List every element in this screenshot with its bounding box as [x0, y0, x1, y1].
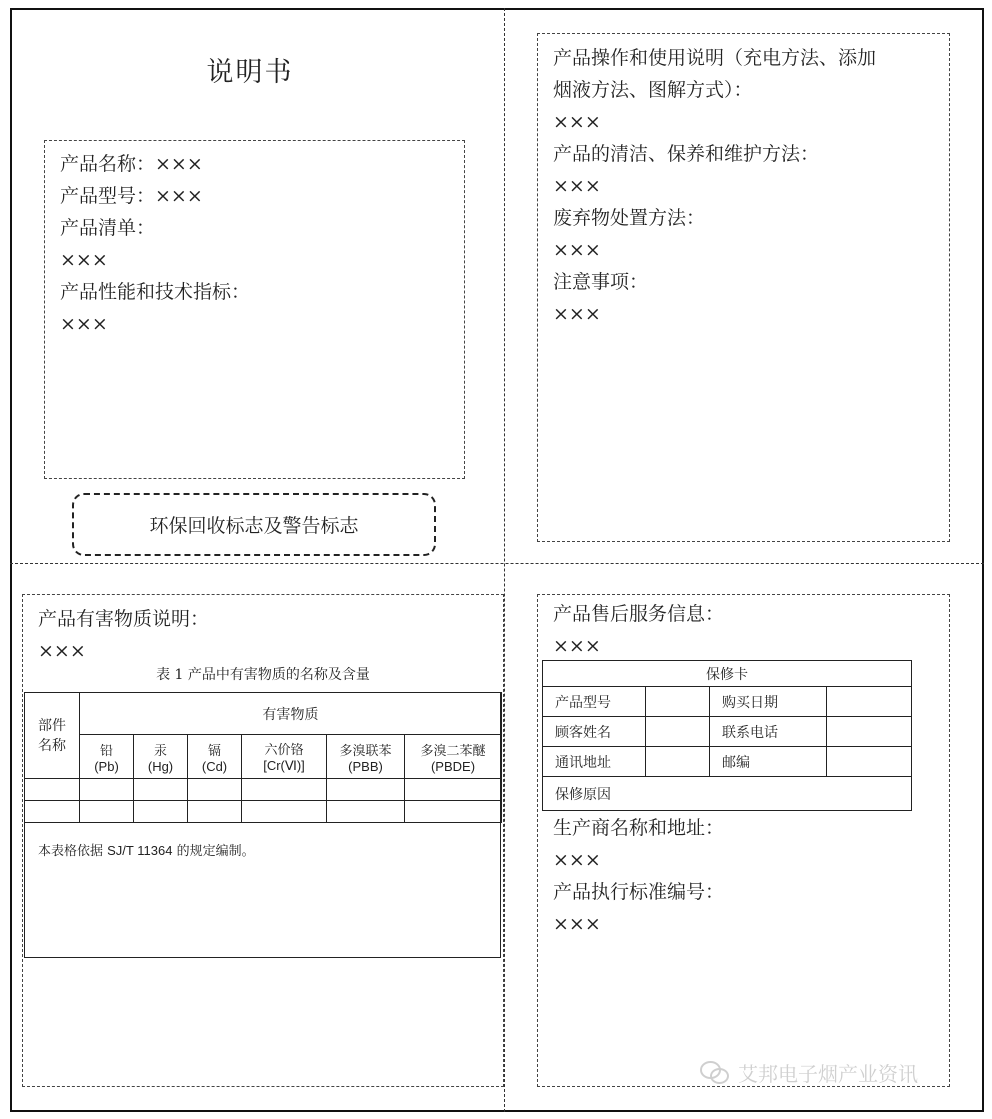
- service-value: ×××: [553, 635, 601, 657]
- recycle-warning-label: 环保回收标志及警告标志: [149, 515, 359, 537]
- operation-text: [553, 42, 876, 330]
- substance-header: 铅 (Pb): [80, 735, 134, 779]
- text-line: 产品性能和技术指标：: [60, 281, 251, 303]
- hazard-heading: 产品有害物质说明：: [38, 608, 210, 630]
- field-label: 产品型号: [543, 687, 646, 717]
- service-heading-block: [553, 598, 724, 662]
- text-line: ×××: [553, 239, 601, 261]
- text-line: 产品清单：: [60, 217, 156, 239]
- table-caption: 表 1 产品中有害物质的名称及含量: [156, 667, 370, 683]
- text-line: 产品名称：×××: [60, 153, 203, 175]
- text-line: ×××: [553, 849, 601, 871]
- text-line: 产品的清洁、保养和维护方法：: [553, 143, 820, 165]
- substance-header: 镉 (Cd): [188, 735, 242, 779]
- doc-title: 说明书: [206, 57, 294, 88]
- table-row: [543, 747, 912, 777]
- field-label: 通讯地址: [543, 747, 646, 777]
- table-row: [543, 777, 912, 811]
- text-line: 生产商名称和地址：: [553, 817, 725, 839]
- wechat-icon: [700, 1061, 730, 1085]
- text-line: ×××: [553, 111, 601, 133]
- manufacturer-block: [553, 812, 724, 940]
- field-label: 顾客姓名: [543, 717, 646, 747]
- table-row: [543, 687, 912, 717]
- substance-header: 六价铬 [Cr(Ⅵ)]: [242, 735, 327, 779]
- text-line: ×××: [553, 913, 601, 935]
- text-line: ×××: [553, 175, 601, 197]
- text-line: 烟液方法、图解方式）：: [553, 79, 753, 101]
- table-row: [25, 801, 502, 823]
- substance-header: 汞 (Hg): [134, 735, 188, 779]
- field-label: 购买日期: [710, 687, 827, 717]
- product-info-text: [60, 148, 250, 340]
- note-standard: SJ/T 11364: [107, 843, 173, 858]
- service-heading: 产品售后服务信息：: [553, 603, 725, 625]
- field-label: 保修原因: [543, 777, 912, 811]
- text-line: ×××: [60, 313, 108, 335]
- warranty-title: 保修卡: [543, 661, 912, 687]
- text-line: 废弃物处置方法：: [553, 207, 706, 229]
- hazard-heading-block: [38, 603, 209, 667]
- note-text: 的规定编制。: [172, 844, 255, 859]
- recycle-warning-box: [72, 493, 436, 556]
- table-note: [38, 840, 255, 859]
- field-label: 邮编: [710, 747, 827, 777]
- field-label: 联系电话: [710, 717, 827, 747]
- hazard-table: [24, 692, 502, 823]
- substance-header: 多溴二苯醚 (PBDE): [405, 735, 502, 779]
- text-line: 注意事项：: [553, 271, 649, 293]
- watermark: [700, 1058, 918, 1087]
- table-row: [543, 717, 912, 747]
- hazard-group-header: 有害物质: [80, 693, 502, 735]
- text-line: ×××: [553, 303, 601, 325]
- text-line: 产品执行标准编号：: [553, 881, 725, 903]
- watermark-text: 艾邦电子烟产业资讯: [738, 1062, 918, 1086]
- vertical-fold-line: [504, 8, 505, 1112]
- horizontal-fold-line: [10, 563, 984, 564]
- text-line: 产品型号：×××: [60, 185, 203, 207]
- table-row: [25, 779, 502, 801]
- part-name-header: 部件 名称: [25, 693, 80, 779]
- hazard-value: ×××: [38, 640, 86, 662]
- substance-header: 多溴联苯 (PBB): [327, 735, 405, 779]
- text-line: 产品操作和使用说明（充电方法、添加: [553, 47, 877, 69]
- note-text: 本表格依据: [38, 844, 108, 859]
- text-line: ×××: [60, 249, 108, 271]
- warranty-card-table: [542, 660, 912, 811]
